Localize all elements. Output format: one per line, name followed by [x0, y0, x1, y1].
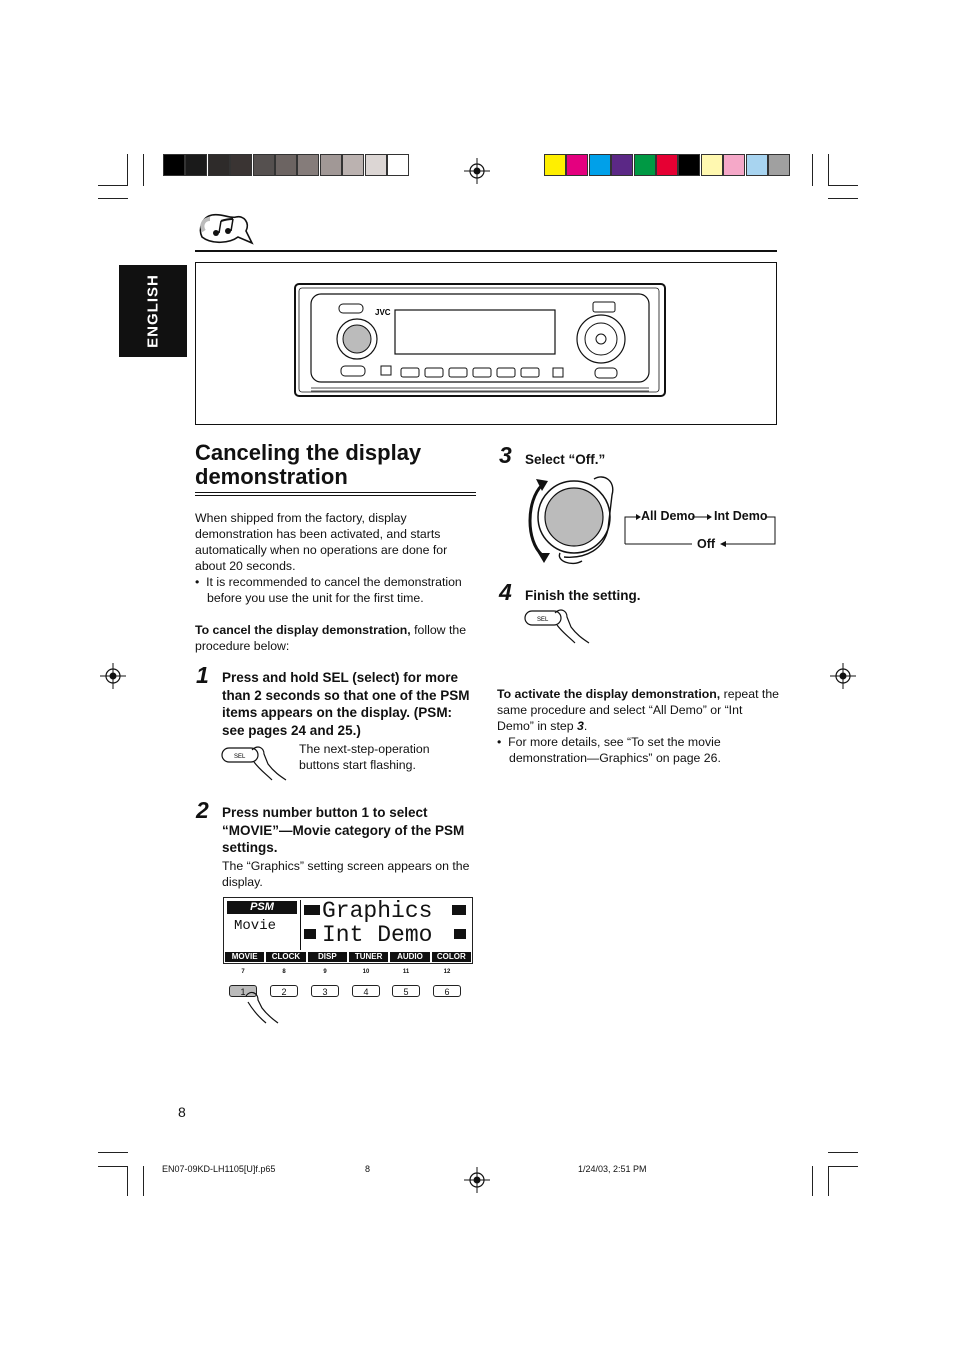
- registration-mark-icon: [100, 663, 126, 689]
- lcd-tab: TUNER: [349, 952, 388, 962]
- cancel-lead-bold: To cancel the display demonstration,: [195, 623, 411, 637]
- step-3-number: 3: [499, 442, 512, 468]
- cycle-all-demo: All Demo: [641, 509, 696, 523]
- header-rule: [195, 250, 777, 252]
- calibration-swatch: [230, 154, 252, 176]
- lcd-tab: COLOR: [432, 952, 471, 962]
- lcd-tab: MOVIE: [225, 952, 264, 962]
- number-button-alt-label: 9: [323, 969, 327, 975]
- calibration-swatch: [678, 154, 700, 176]
- step-2-number: 2: [196, 797, 209, 823]
- step-3-text: Select “Off.”: [525, 452, 606, 467]
- footer-page: 8: [365, 1164, 371, 1174]
- calibration-swatch: [566, 154, 588, 176]
- footer-timestamp: 1/24/03, 2:51 PM: [578, 1164, 647, 1174]
- activate-lead-bold: To activate the display demonstration,: [497, 687, 721, 701]
- language-tab: [119, 265, 187, 357]
- lcd-tab: CLOCK: [266, 952, 305, 962]
- sel-label: SEL: [234, 754, 246, 760]
- finger-press-icon: [244, 990, 284, 1024]
- sel-button-press-icon: [523, 605, 591, 645]
- activate-text: [497, 686, 779, 734]
- number-button-3[interactable]: 3: [311, 985, 339, 997]
- crop-mark: [828, 185, 858, 186]
- number-button-alt-label: 11: [402, 969, 410, 975]
- number-button-alt-label: 10: [362, 969, 370, 975]
- activate-bullet-text: For more details, see “To set the movie demonstration—Graphics” on page 26.: [508, 735, 721, 765]
- crop-mark: [812, 154, 813, 186]
- calibration-swatch: [723, 154, 745, 176]
- intro-bullet-text: It is recommended to cancel the demonstration before you use the unit for the first time.: [206, 575, 462, 605]
- calibration-swatch: [185, 154, 207, 176]
- crop-mark: [812, 1166, 813, 1196]
- car-receiver-illustration: [293, 282, 669, 402]
- number-button-2[interactable]: 2: [270, 985, 298, 997]
- section-title: Canceling the display demonstration: [195, 440, 422, 489]
- lcd-display: [223, 897, 473, 964]
- registration-mark-icon: [830, 663, 856, 689]
- calibration-swatch: [768, 154, 790, 176]
- crop-mark: [127, 154, 128, 186]
- cancel-lead: [195, 622, 475, 654]
- device-brand: JVC: [375, 308, 391, 317]
- intro-bullet: • It is recommended to cancel the demonstration before you use the unit for the first time.: [195, 575, 462, 605]
- crop-mark: [98, 1152, 128, 1153]
- cycle-int-demo: Int Demo: [714, 509, 768, 523]
- calibration-swatch: [297, 154, 319, 176]
- lcd-tab: DISP: [308, 952, 347, 962]
- cancel-lead-rest: follow the procedure below:: [195, 623, 467, 653]
- number-button-alt-label: 7: [241, 969, 245, 975]
- calibration-swatch: [589, 154, 611, 176]
- step-4-text: Finish the setting.: [525, 588, 641, 603]
- calibration-swatch: [611, 154, 633, 176]
- crop-mark: [828, 1152, 858, 1153]
- calibration-swatch: [387, 154, 409, 176]
- page-number: 8: [178, 1104, 186, 1120]
- sel-button-press-icon: [220, 742, 288, 782]
- number-button-6[interactable]: 6: [433, 985, 461, 997]
- calibration-swatch: [163, 154, 185, 176]
- crop-mark: [98, 185, 128, 186]
- crop-mark: [828, 154, 829, 186]
- intro-block: [195, 510, 475, 606]
- crop-mark: [143, 1166, 144, 1196]
- step-4-number: 4: [499, 579, 512, 605]
- step-1-text: Press and hold SEL (select) for more than 2 seconds so that one of the PSM items appears on the display. (PSM: see pages 24 and 25.): [222, 670, 470, 738]
- sel-label: SEL: [537, 617, 549, 623]
- number-button-1[interactable]: 1: [229, 985, 257, 997]
- activate-lead-rest: repeat the same procedure and select “All Demo” or “Int Demo” in step: [497, 687, 780, 733]
- cycle-off: Off: [697, 537, 716, 551]
- calibration-swatch: [701, 154, 723, 176]
- calibration-swatch: [365, 154, 387, 176]
- lcd-divider: [300, 900, 301, 950]
- activate-end: .: [583, 719, 588, 733]
- number-button-4[interactable]: 4: [352, 985, 380, 997]
- step-1-number: 1: [196, 662, 209, 688]
- title-rule: [195, 492, 476, 493]
- crop-mark: [98, 1166, 128, 1167]
- cycle-arrows-diagram: [622, 506, 778, 548]
- control-dial-icon: [520, 473, 622, 571]
- calibration-swatch: [544, 154, 566, 176]
- music-notes-icon: [196, 211, 254, 247]
- title-rule: [195, 495, 476, 496]
- calibration-swatch: [746, 154, 768, 176]
- lcd-right-icon: [454, 929, 466, 939]
- step-2-note: The “Graphics” setting screen appears on the display.: [222, 859, 470, 889]
- crop-mark: [127, 1166, 128, 1196]
- lcd-line-1: Graphics: [322, 898, 433, 924]
- lcd-left-icon: [304, 929, 316, 939]
- intro-text: When shipped from the factory, display demonstration has been activated, and starts automatically when no operations are done for about 20 seconds.: [195, 511, 448, 573]
- step-1-note: The next-step-operation buttons start flashing.: [299, 742, 430, 772]
- activate-bullet: • For more details, see “To set the movie demonstration—Graphics” on page 26.: [497, 735, 721, 765]
- lcd-line-2: Int Demo: [322, 922, 433, 948]
- lcd-tab: AUDIO: [390, 952, 429, 962]
- crop-mark: [828, 1166, 829, 1196]
- calibration-swatch: [275, 154, 297, 176]
- activate-step-ref: 3: [576, 719, 584, 733]
- number-button-alt-label: 8: [282, 969, 286, 975]
- number-button-alt-label: 12: [443, 969, 451, 975]
- step-2-text: Press number button 1 to select “MOVIE”—Movie category of the PSM settings.: [222, 805, 465, 855]
- number-button-5[interactable]: 5: [392, 985, 420, 997]
- lcd-tab-strip: [225, 952, 471, 962]
- registration-mark-icon: [464, 1167, 490, 1193]
- crop-mark: [98, 198, 128, 199]
- lcd-category: Movie: [234, 918, 277, 934]
- calibration-swatch: [656, 154, 678, 176]
- calibration-swatch: [253, 154, 275, 176]
- crop-mark: [828, 198, 858, 199]
- crop-mark: [143, 154, 144, 186]
- language-label: ENGLISH: [144, 274, 162, 348]
- calibration-swatch: [634, 154, 656, 176]
- footer-filename: EN07-09KD-LH1105[U]f.p65: [162, 1164, 276, 1174]
- calibration-swatch: [208, 154, 230, 176]
- registration-mark-icon: [464, 158, 490, 184]
- activate-block: [497, 686, 779, 766]
- lcd-next-icon: [452, 905, 466, 915]
- crop-mark: [828, 1166, 858, 1167]
- calibration-swatch: [320, 154, 342, 176]
- calibration-swatch: [342, 154, 364, 176]
- lcd-prev-icon: [304, 905, 320, 915]
- lcd-psm-label: PSM: [227, 901, 297, 914]
